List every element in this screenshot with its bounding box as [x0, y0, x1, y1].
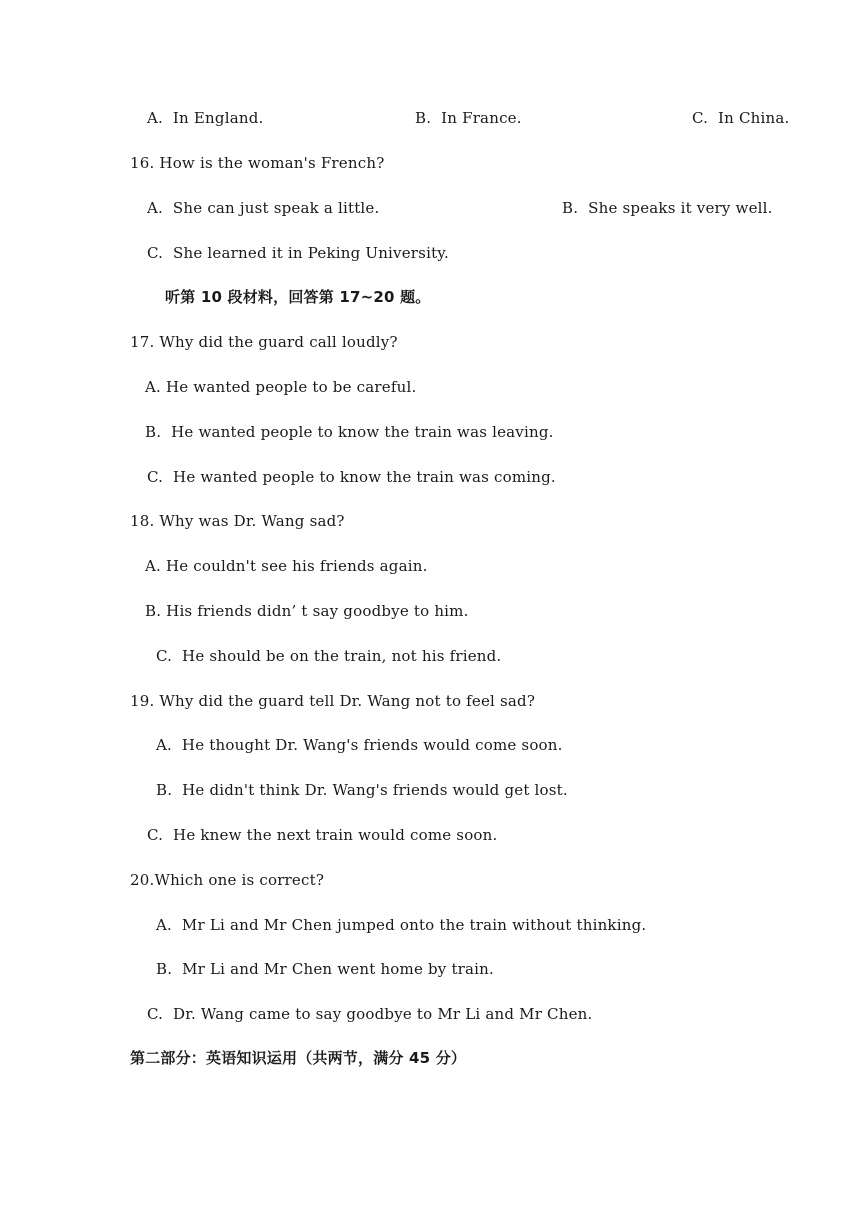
q17-question: 17. Why did the guard call loudly? [130, 333, 398, 351]
q15-option-a: A. In England. [147, 109, 264, 127]
q16-option-a: A. She can just speak a little. [147, 199, 380, 217]
q18-option-a: A. He couldn't see his friends again. [145, 557, 428, 575]
part-two-heading: 第二部分：英语知识运用（共两节，满分 45 分） [130, 1049, 467, 1067]
q20-option-a: A. Mr Li and Mr Chen jumped onto the train without thinking. [156, 916, 647, 934]
q20-option-b: B. Mr Li and Mr Chen went home by train. [156, 960, 495, 978]
q19-option-b: B. He didn't think Dr. Wang's friends would get lost. [156, 781, 568, 799]
q16-option-c: C. She learned it in Peking University. [147, 244, 449, 262]
q16-option-b: B. She speaks it very well. [562, 199, 773, 217]
q19-option-c: C. He knew the next train would come soon. [147, 826, 498, 844]
q15-option-c: C. In China. [692, 109, 790, 127]
section-instruction: 听第 10 段材料，回答第 17~20 题。 [165, 288, 431, 306]
q17-option-a: A. He wanted people to be careful. [145, 378, 417, 396]
q15-option-b: B. In France. [415, 109, 522, 127]
q20-option-c: C. Dr. Wang came to say goodbye to Mr Li and Mr Chen. [147, 1005, 593, 1023]
q17-option-c: C. He wanted people to know the train was coming. [147, 468, 556, 486]
q19-question: 19. Why did the guard tell Dr. Wang not to feel sad? [130, 692, 536, 710]
q17-option-b: B. He wanted people to know the train was leaving. [145, 423, 554, 441]
q20-question: 20.Which one is correct? [130, 871, 325, 889]
q18-option-b: B. His friends didn’ t say goodbye to him. [145, 602, 469, 620]
q16-question: 16. How is the woman's French? [130, 154, 385, 172]
q18-question: 18. Why was Dr. Wang sad? [130, 512, 345, 530]
q18-option-c: C. He should be on the train, not his friend. [156, 647, 502, 665]
q19-option-a: A. He thought Dr. Wang's friends would come soon. [156, 736, 563, 754]
